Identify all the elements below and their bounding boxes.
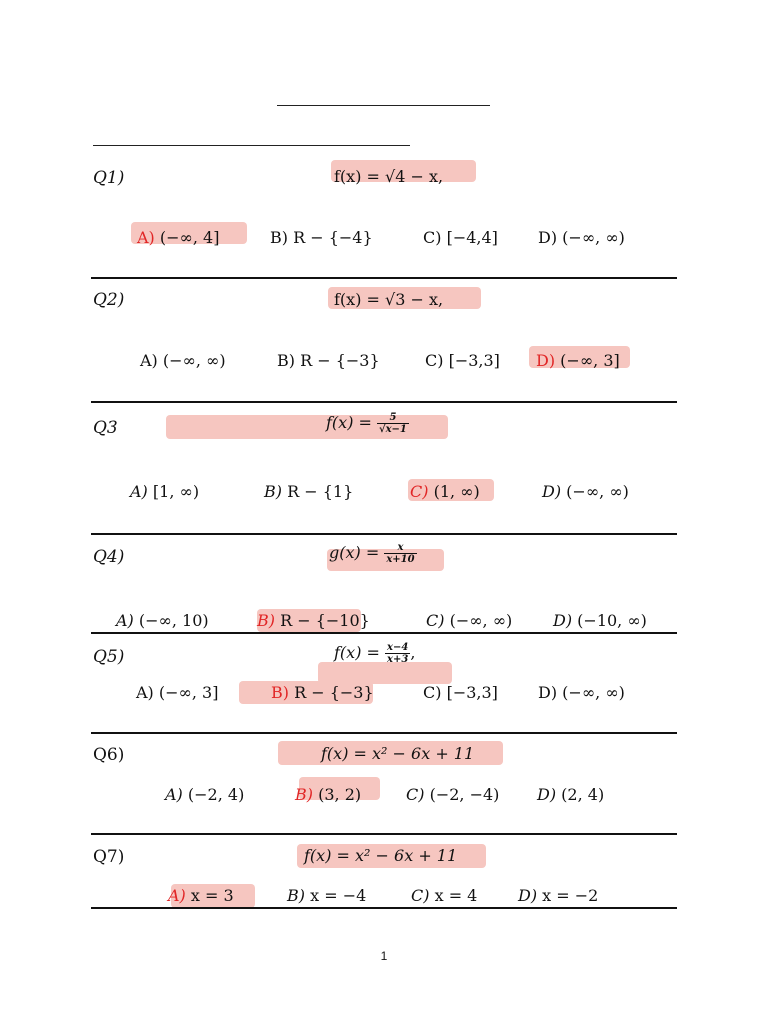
question-label: Q3 <box>93 418 118 438</box>
question-formula: f(x) = x² − 6x + 11 <box>321 744 475 763</box>
separator <box>91 833 677 835</box>
question-label: Q2) <box>93 290 125 310</box>
option-d: D) (−10, ∞) <box>553 611 647 630</box>
question-formula: f(x) = $\frac{x-4}{x+3}$ , <box>334 642 416 665</box>
question-formula: g(x) = $\frac{x}{x+10}$ <box>329 542 415 565</box>
option-b: B) R − {−10} <box>257 611 370 630</box>
option-a: A) x = 3 <box>168 886 234 905</box>
option-b: B) R − {−3} <box>271 683 374 702</box>
option-c: C) (1, ∞) <box>410 482 480 501</box>
question-label: Q5) <box>93 647 125 667</box>
option-c: C) (−2, −4) <box>406 785 500 804</box>
option-a: A) [1, ∞) <box>130 482 200 501</box>
option-d: D) (−∞, ∞) <box>538 228 625 247</box>
option-c: C) [−4,4] <box>423 228 498 247</box>
question-formula: f(x) = √3 − x, <box>334 290 444 309</box>
question-formula: f(x) = x² − 6x + 11 <box>304 846 458 865</box>
option-d: D) x = −2 <box>518 886 599 905</box>
option-c: C) [−3,3] <box>423 683 498 702</box>
question-label: Q7) <box>93 847 125 867</box>
title-blank-line <box>277 105 490 106</box>
question-formula: f(x) = √4 − x, <box>334 167 444 186</box>
option-a: A) (−∞, ∞) <box>140 351 226 370</box>
option-a: A) (−∞, 4] <box>137 228 220 247</box>
option-b: B) (3, 2) <box>295 785 362 804</box>
option-b: B) R − {−4} <box>270 228 373 247</box>
separator <box>91 533 677 535</box>
separator <box>91 277 677 279</box>
option-a: A) (−∞, 3] <box>136 683 219 702</box>
separator <box>91 907 677 909</box>
option-c: C) (−∞, ∞) <box>426 611 513 630</box>
page-number: 1 <box>380 949 388 963</box>
option-d: D) (−∞, ∞) <box>542 482 629 501</box>
option-b: B) R − {−3} <box>277 351 380 370</box>
question-label: Q6) <box>93 745 125 765</box>
question-label: Q4) <box>93 547 125 567</box>
option-d: D) (−∞, ∞) <box>538 683 625 702</box>
separator <box>91 732 677 734</box>
name-blank-line <box>93 145 410 146</box>
option-a: A) (−2, 4) <box>165 785 245 804</box>
option-d: D) (2, 4) <box>537 785 605 804</box>
option-a: A) (−∞, 10) <box>116 611 209 630</box>
option-b: B) R − {1} <box>264 482 354 501</box>
option-c: C) x = 4 <box>411 886 478 905</box>
separator <box>91 632 677 634</box>
question-formula: f(x) = $\frac{5}{√x-1}$ <box>326 412 407 435</box>
option-b: B) x = −4 <box>287 886 367 905</box>
question-label: Q1) <box>93 168 125 188</box>
separator <box>91 401 677 403</box>
option-c: C) [−3,3] <box>425 351 500 370</box>
option-d: D) (−∞, 3] <box>536 351 620 370</box>
